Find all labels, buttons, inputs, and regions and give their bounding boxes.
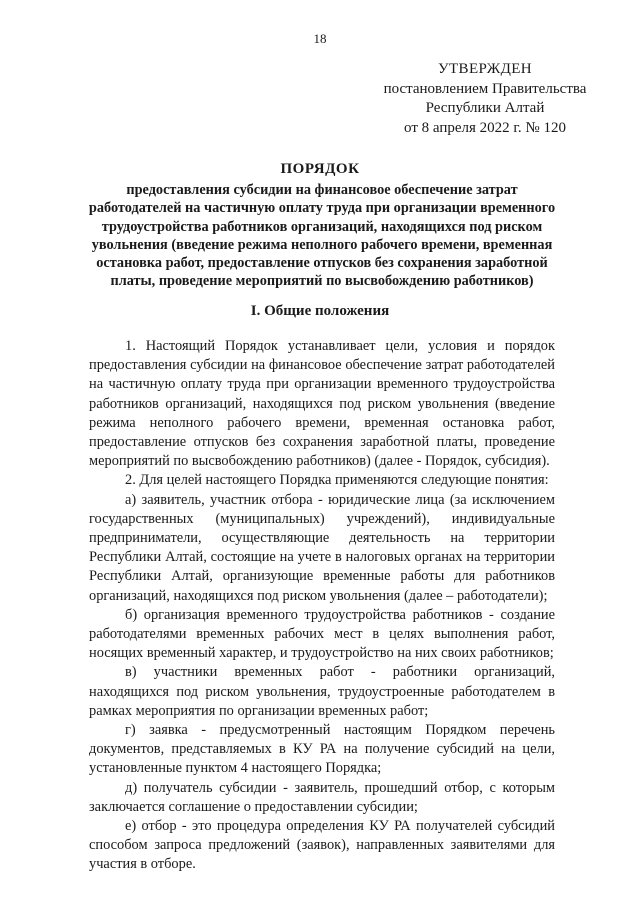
paragraph-1: 1. Настоящий Порядок устанавливает цели, условия и порядок предоставления субсидии на финансовое обеспечение затрат работодателей на частичную оплату труда при организации временного трудоустройства работников организаций, находящихся под риском увольнения (введение режима неполного рабочего времени, временная остановка работ, предоставление отпусков без сохранения заработной платы, проведение мероприятий по высвобождению работников) (далее - Порядок, субсидия). <box>89 338 555 470</box>
approval-block <box>365 60 605 138</box>
document-subtitle: предоставления субсидии на финансовое обеспечение затрат работодателей на частичную оплату труда при организации временного трудоустройства работников организаций, находящихся под риском увольнения (введение режима неполного рабочего времени, временная остановка работ, предоставление отпусков без сохранения заработной платы, проведение мероприятий по высвобождению работников) <box>88 182 556 290</box>
page-number: 18 <box>313 31 327 46</box>
document-title: ПОРЯДОК <box>280 161 360 177</box>
paragraph-2e: е) отбор - это процедура определения КУ РА получателей субсидий способом запроса предложений (заявок), направленных заявителями для участия в отборе. <box>89 818 555 873</box>
section-body <box>89 337 555 875</box>
paragraph-2g: г) заявка - предусмотренный настоящим Порядком перечень документов, представляемых в КУ РА на получение субсидий на цели, установленные пунктом 4 настоящего Порядка; <box>89 722 555 777</box>
paragraph-2d: д) получатель субсидии - заявитель, прошедший отбор, с которым заключается соглашение о предоставлении субсидии; <box>89 779 555 815</box>
paragraph-2b: б) организация временного трудоустройства работников - создание работодателями временных рабочих мест в целях выполнения работ, носящих временный характер, и трудоустройство на них своих работников; <box>89 606 555 662</box>
paragraph-2v: в) участники временных работ - работники организаций, находящихся под риском увольнения, трудоустроенные работодателем в рамках мероприятия по организации временных работ; <box>89 664 555 719</box>
approval-title: УТВЕРЖДЕН <box>437 61 533 77</box>
paragraph-2a: а) заявитель, участник отбора - юридические лица (за исключением государственных (муниципальных) учреждений), индивидуальные предприниматели, осуществляющие деятельность на территории Республики Алтай, состоящие на учете в налоговых органах на территории Республики Алтай, организующие временные работы для работников организаций, находящихся под риском увольнения (далее – работодатели); <box>89 491 555 604</box>
approval-line-decree: постановлением Правительства <box>383 80 587 97</box>
paragraph-2: 2. Для целей настоящего Порядка применяются следующие понятия: <box>125 472 549 489</box>
approval-line-date: от 8 апреля 2022 г. № 120 <box>404 119 566 136</box>
approval-line-region: Республики Алтай <box>425 100 545 116</box>
section-heading: I. Общие положения <box>250 303 390 319</box>
